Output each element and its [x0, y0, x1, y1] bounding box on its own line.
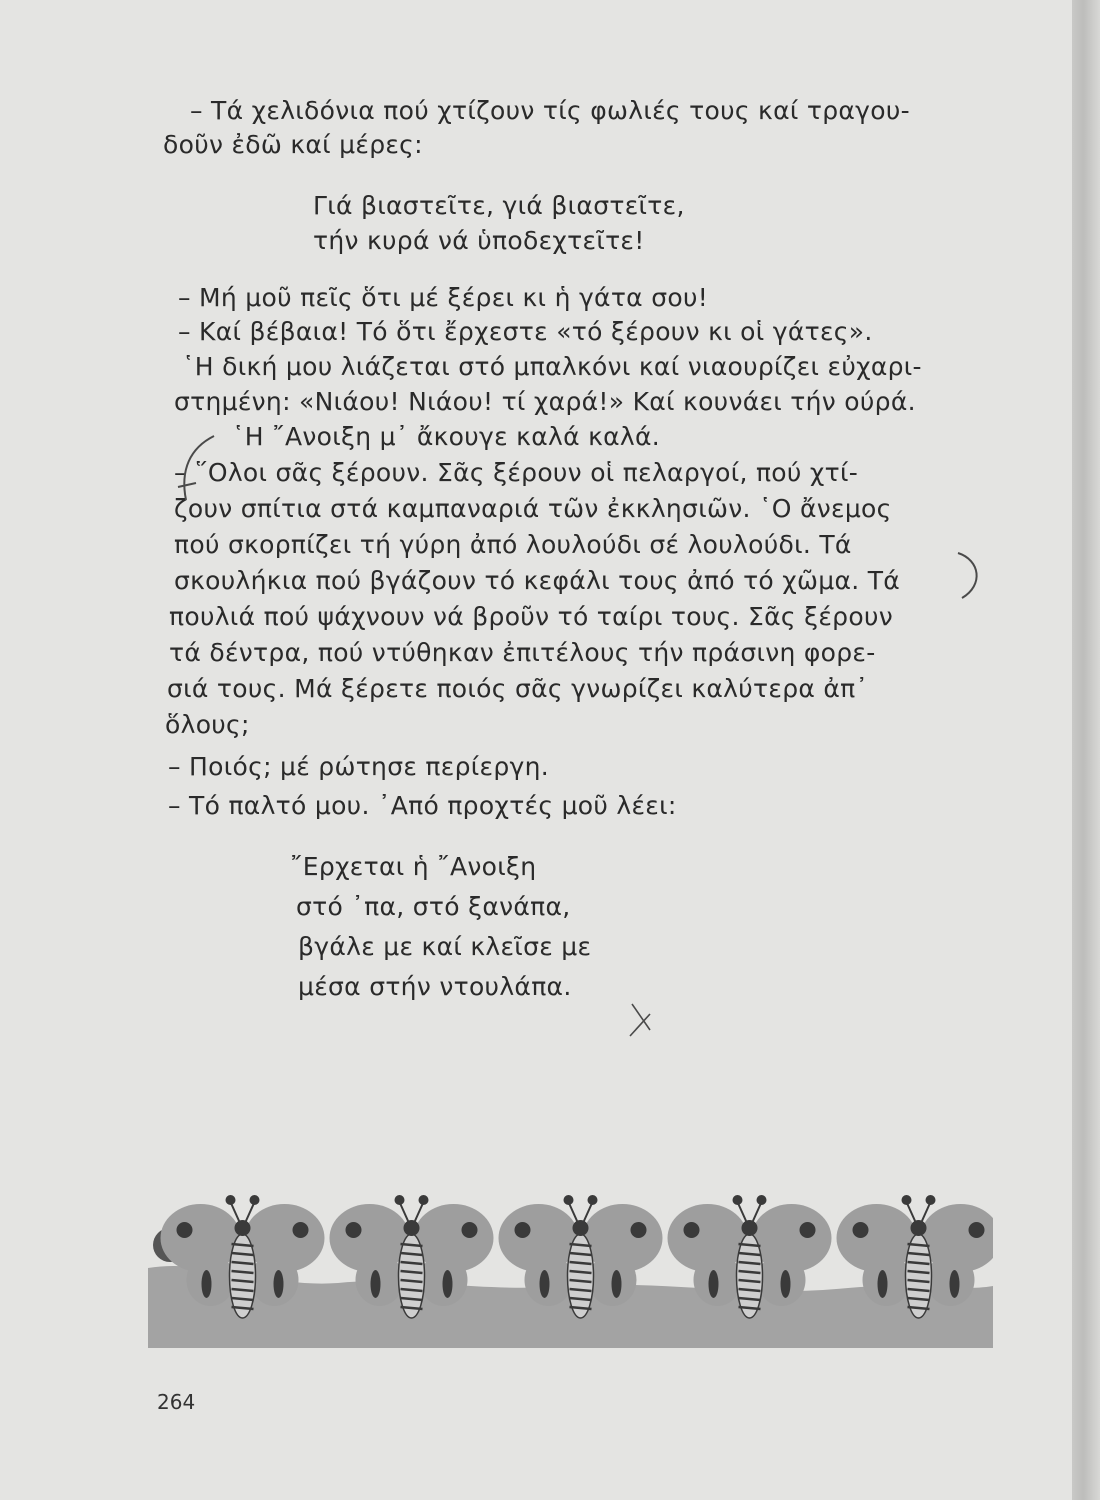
verse-line: βγάλε με καί κλεῖσε με	[298, 932, 592, 961]
text-line: σκουλήκια πού βγάζουν τό κεφάλι τους ἀπό τό χῶμα. Τά	[174, 566, 901, 595]
text-line: – Μή μοῦ πεῖς ὅτι μέ ξέρει κι ἡ γάτα σου!	[178, 283, 709, 312]
text-line: τά δέντρα, πού ντύθηκαν ἐπιτέλους τήν πράσινη φορε-	[169, 638, 876, 667]
verse-line: στό ᾽πα, στό ξανάπα,	[296, 892, 571, 921]
text-line: – Ποιός; μέ ρώτησε περίεργη.	[168, 752, 549, 781]
text-line: σιά τους. Μά ξέρετε ποιός σᾶς γνωρίζει καλύτερα ἀπ᾽	[167, 674, 869, 703]
page-number: 264	[157, 1390, 196, 1414]
text-line: – Τό παλτό μου. ᾽Από προχτές μοῦ λέει:	[168, 791, 677, 820]
text-line: δοῦν ἐδῶ καί μέρες:	[163, 130, 423, 159]
text-line: – Τά χελιδόνια πού χτίζουν τίς φωλιές τους καί τραγου-	[190, 96, 910, 125]
butterfly-border-illustration	[148, 1188, 993, 1348]
text-line: – ῞Ολοι σᾶς ξέρουν. Σᾶς ξέρουν οἱ πελαργοί, πού χτί-	[174, 458, 859, 487]
text-line: ῾Η ῎Ανοιξη μ᾽ ἄκουγε καλά καλά.	[232, 422, 661, 451]
text-line: ζουν σπίτια στά καμπαναριά τῶν ἐκκλησιῶν. ῾Ο ἄνεμος	[174, 494, 892, 523]
verse-line: Γιά βιαστεῖτε, γιά βιαστεῖτε,	[313, 191, 685, 220]
pen-paren-mark	[958, 553, 977, 598]
verse-line: τήν κυρά νά ὑποδεχτεῖτε!	[313, 226, 645, 255]
text-line: ῾Η δική μου λιάζεται στό μπαλκόνι καί νιαουρίζει εὐχαρι-	[182, 352, 922, 381]
text-line: στημένη: «Νιάου! Νιάου! τί χαρά!» Καί κουνάει τήν ούρά.	[174, 387, 916, 416]
text-line: ὅλους;	[165, 710, 250, 739]
book-spine-edge	[1072, 0, 1100, 1500]
text-line: πού σκορπίζει τή γύρη ἀπό λουλούδι σέ λουλούδι. Τά	[174, 530, 852, 559]
pen-check-mark	[630, 1004, 650, 1036]
text-line: πουλιά πού ψάχνουν νά βροῦν τό ταίρι τους. Σᾶς ξέρουν	[169, 602, 893, 631]
verse-line: ῎Ερχεται ἡ ῎Ανοιξη	[290, 852, 537, 881]
verse-line: μέσα στήν ντουλάπα.	[298, 972, 572, 1001]
text-line: – Καί βέβαια! Τό ὅτι ἔρχεστε «τό ξέρουν κι οἱ γάτες».	[178, 317, 873, 346]
